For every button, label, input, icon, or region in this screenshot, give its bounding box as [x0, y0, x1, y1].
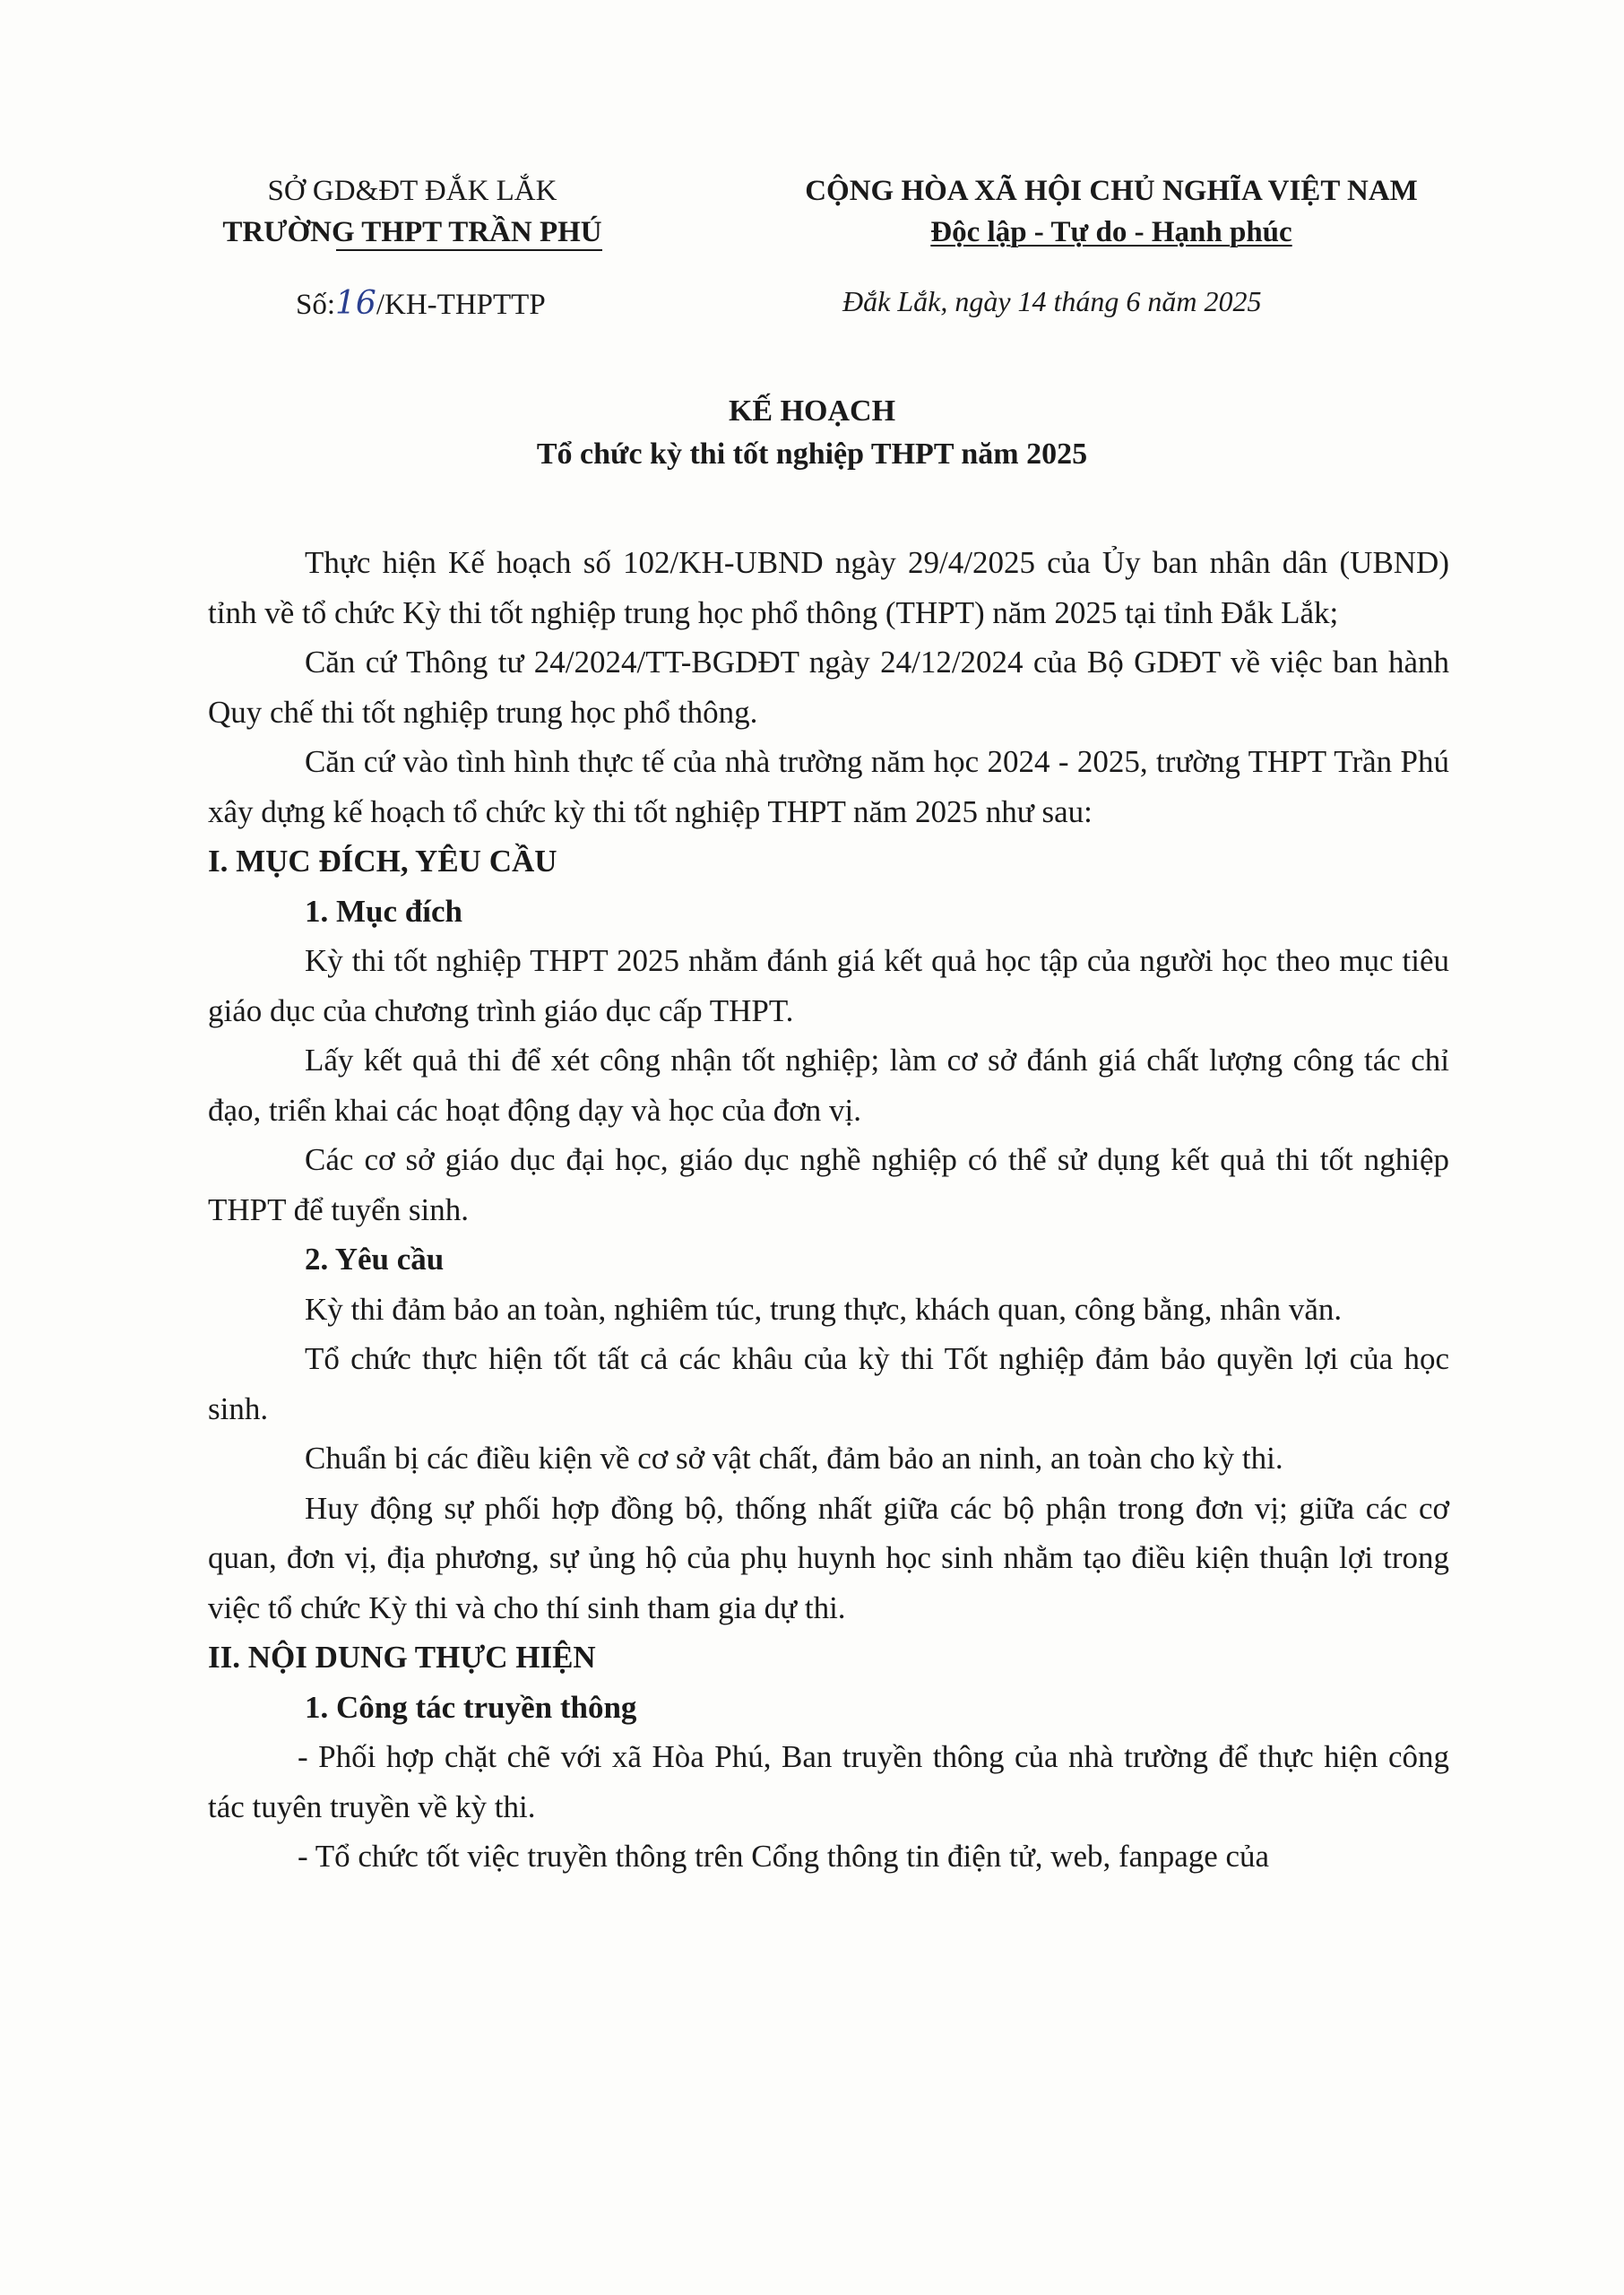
- issue-date: Đắk Lắk, ngày 14 tháng 6 năm 2025: [842, 285, 1262, 317]
- requirement-paragraph-4: Huy động sự phối hợp đồng bộ, thống nhất giữa các bộ phận trong đơn vị; giữa các cơ quan, đơn vị, địa phương, sự ủng hộ của phụ huynh học sinh nhằm tạo điều kiện thuận lợi trong việc tổ chức Kỳ thi và cho thí sinh tham gia dự thi.: [208, 1490, 1449, 1625]
- subsection-heading-communication: 1. Công tác truyền thông: [305, 1689, 637, 1725]
- purpose-paragraph-3: Các cơ sở giáo dục đại học, giáo dục nghề nghiệp có thể sử dụng kết quả thi tốt nghiệp THPT để tuyển sinh.: [208, 1142, 1449, 1227]
- purpose-paragraph-2: Lấy kết quả thi để xét công nhận tốt nghiệp; làm cơ sở đánh giá chất lượng công tác chỉ đạo, triển khai các hoạt động dạy và học của đơn vị.: [208, 1043, 1449, 1128]
- communication-item-2: - Tổ chức tốt việc truyền thông trên Cổng thông tin điện tử, web, fanpage của: [298, 1839, 1270, 1874]
- reference-suffix: /KH-THPTTP: [376, 289, 546, 321]
- subsection-heading-purpose: 1. Mục đích: [305, 893, 462, 929]
- intro-paragraph-2: Căn cứ Thông tư 24/2024/TT-BGDĐT ngày 24/12/2024 của Bộ GDĐT về việc ban hành Quy chế thi tốt nghiệp trung học phổ thông.: [208, 645, 1449, 730]
- nation-name: CỘNG HÒA XÃ HỘI CHỦ NGHĨA VIỆT NAM: [805, 175, 1418, 207]
- section-heading-2: II. NỘI DUNG THỰC HIỆN: [208, 1640, 596, 1675]
- national-header: [717, 170, 1506, 253]
- school-name: TRƯỜNG THPT TRẦN PHÚ: [222, 212, 601, 253]
- subsection-heading-requirements: 2. Yêu cầu: [305, 1242, 445, 1277]
- reference-number: [296, 285, 546, 322]
- intro-paragraph-3: Căn cứ vào tình hình thực tế của nhà trường năm học 2024 - 2025, trường THPT Trần Phú xây dựng kế hoạch tổ chức kỳ thi tốt nghiệp THPT năm 2025 như sau:: [208, 744, 1449, 829]
- issuer-block: [179, 170, 645, 253]
- document-subtitle: Tổ chức kỳ thi tốt nghiệp THPT năm 2025: [536, 437, 1088, 471]
- reference-handwritten-number: 16: [335, 285, 376, 322]
- reference-prefix: Số:: [296, 289, 336, 321]
- document-body: [208, 538, 1449, 1882]
- requirement-paragraph-3: Chuẩn bị các điều kiện về cơ sở vật chất, đảm bảo an ninh, an toàn cho kỳ thi.: [305, 1441, 1283, 1476]
- national-motto: Độc lập - Tự do - Hạnh phúc: [930, 216, 1292, 248]
- intro-paragraph-1: Thực hiện Kế hoạch số 102/KH-UBND ngày 29/4/2025 của Ủy ban nhân dân (UBND) tỉnh về tổ chức Kỳ thi tốt nghiệp trung học phổ thông (THPT) năm 2025 tại tỉnh Đắk Lắk;: [208, 545, 1449, 630]
- communication-item-1: - Phối hợp chặt chẽ với xã Hòa Phú, Ban truyền thông của nhà trường để thực hiện công tác tuyên truyền về kỳ thi.: [208, 1739, 1449, 1824]
- document-title: KẾ HOẠCH: [728, 394, 896, 428]
- requirement-paragraph-1: Kỳ thi đảm bảo an toàn, nghiêm túc, trung thực, khách quan, công bằng, nhân văn.: [305, 1291, 1343, 1327]
- requirement-paragraph-2: Tổ chức thực hiện tốt tất cả các khâu của kỳ thi Tốt nghiệp đảm bảo quyền lợi của học sinh.: [208, 1341, 1449, 1426]
- purpose-paragraph-1: Kỳ thi tốt nghiệp THPT 2025 nhằm đánh giá kết quả học tập của người học theo mục tiêu giáo dục của chương trình giáo dục cấp THPT.: [208, 943, 1449, 1028]
- department-name: SỞ GD&ĐT ĐẮK LẮK: [267, 175, 557, 207]
- section-heading-1: I. MỤC ĐÍCH, YÊU CẦU: [208, 844, 557, 879]
